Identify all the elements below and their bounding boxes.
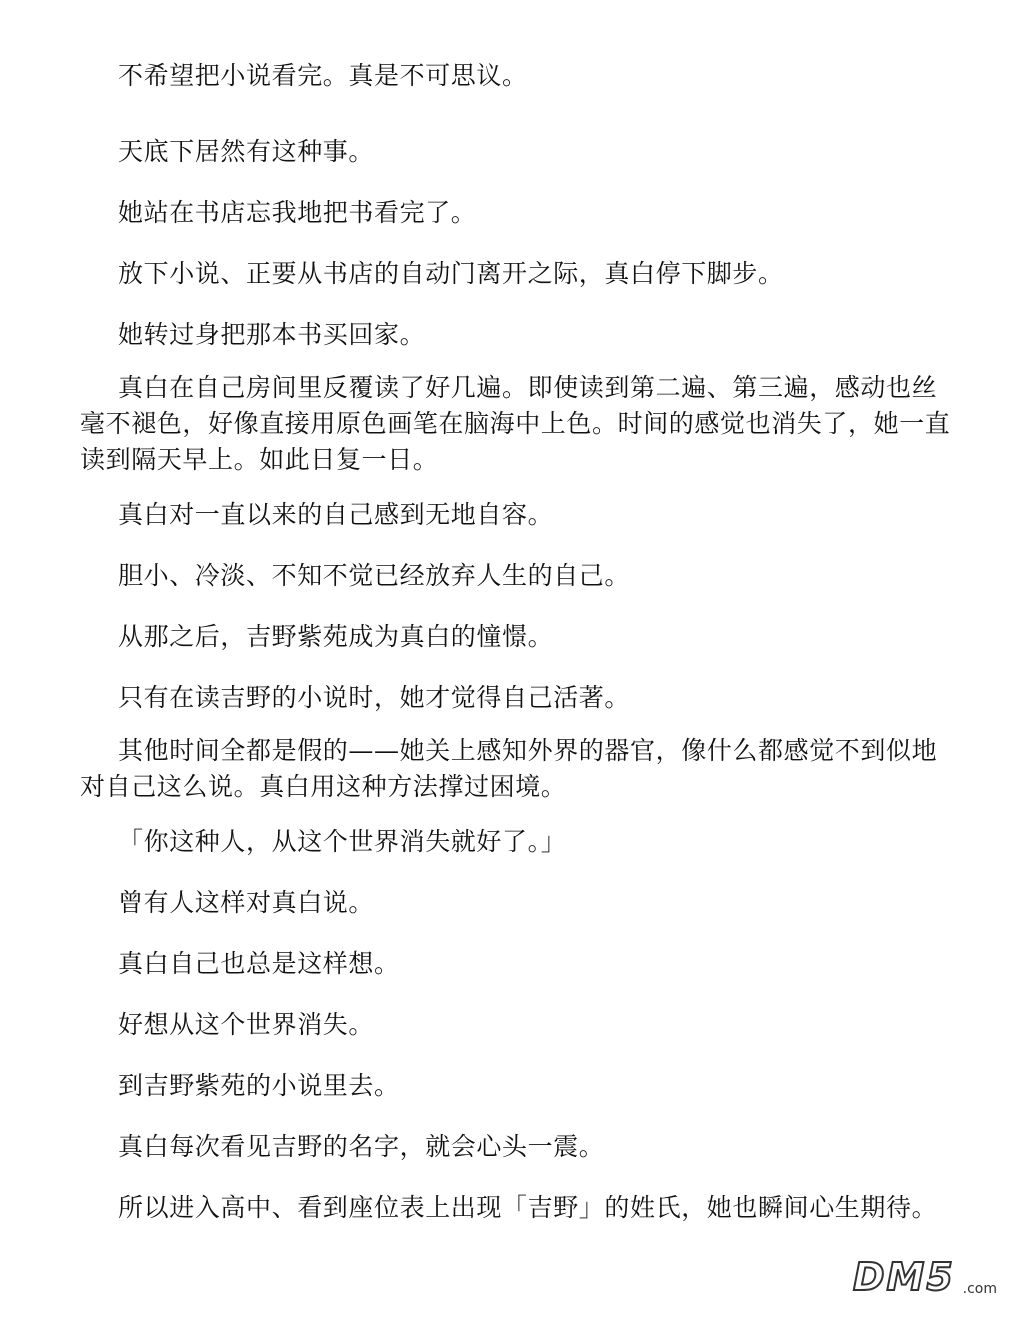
paragraph-1: 不希望把小说看完。真是不可思议。 <box>118 61 528 90</box>
paragraph-17: 真白每次看见吉野的名字，就会心头一震。 <box>118 1132 605 1161</box>
paragraph-13: 曾有人这样对真白说。 <box>118 888 375 917</box>
watermark-logo-text: DM5 <box>853 1255 955 1299</box>
paragraph-9: 从那之后，吉野紫苑成为真白的憧憬。 <box>118 622 554 651</box>
paragraph-14: 真白自己也总是这样想。 <box>118 949 400 978</box>
paragraph-16: 到吉野紫苑的小说里去。 <box>118 1071 400 1100</box>
dm5-watermark-logo <box>853 1253 1003 1303</box>
paragraph-12: 「你这种人，从这个世界消失就好了。」 <box>118 827 567 856</box>
paragraph-11: 其他时间全都是假的——她关上感知外界的器官，像什么都感觉不到似地对自己这么说。真白用这种方法撑过困境。 <box>80 736 938 801</box>
paragraph-6: 真白在自己房间里反覆读了好几遍。即使读到第二遍、第三遍，感动也丝毫不褪色，好像直接用原色画笔在脑海中上色。时间的感觉也消失了，她一直读到隔天早上。如此日复一日。 <box>80 373 951 474</box>
paragraph-4: 放下小说、正要从书店的自动门离开之际，真白停下脚步。 <box>118 259 784 288</box>
paragraph-10: 只有在读吉野的小说时，她才觉得自己活著。 <box>118 683 631 712</box>
paragraph-3: 她站在书店忘我地把书看完了。 <box>118 198 477 227</box>
paragraph-7: 真白对一直以来的自己感到无地自容。 <box>118 500 554 529</box>
paragraph-15: 好想从这个世界消失。 <box>118 1010 375 1039</box>
paragraph-8: 胆小、冷淡、不知不觉已经放弃人生的自己。 <box>118 561 631 590</box>
paragraph-18: 所以进入高中、看到座位表上出现「吉野」的姓氏，她也瞬间心生期待。 <box>118 1193 938 1222</box>
paragraph-5: 她转过身把那本书买回家。 <box>118 320 426 349</box>
paragraph-2: 天底下居然有这种事。 <box>118 137 375 166</box>
watermark-suffix: .com <box>962 1281 997 1297</box>
